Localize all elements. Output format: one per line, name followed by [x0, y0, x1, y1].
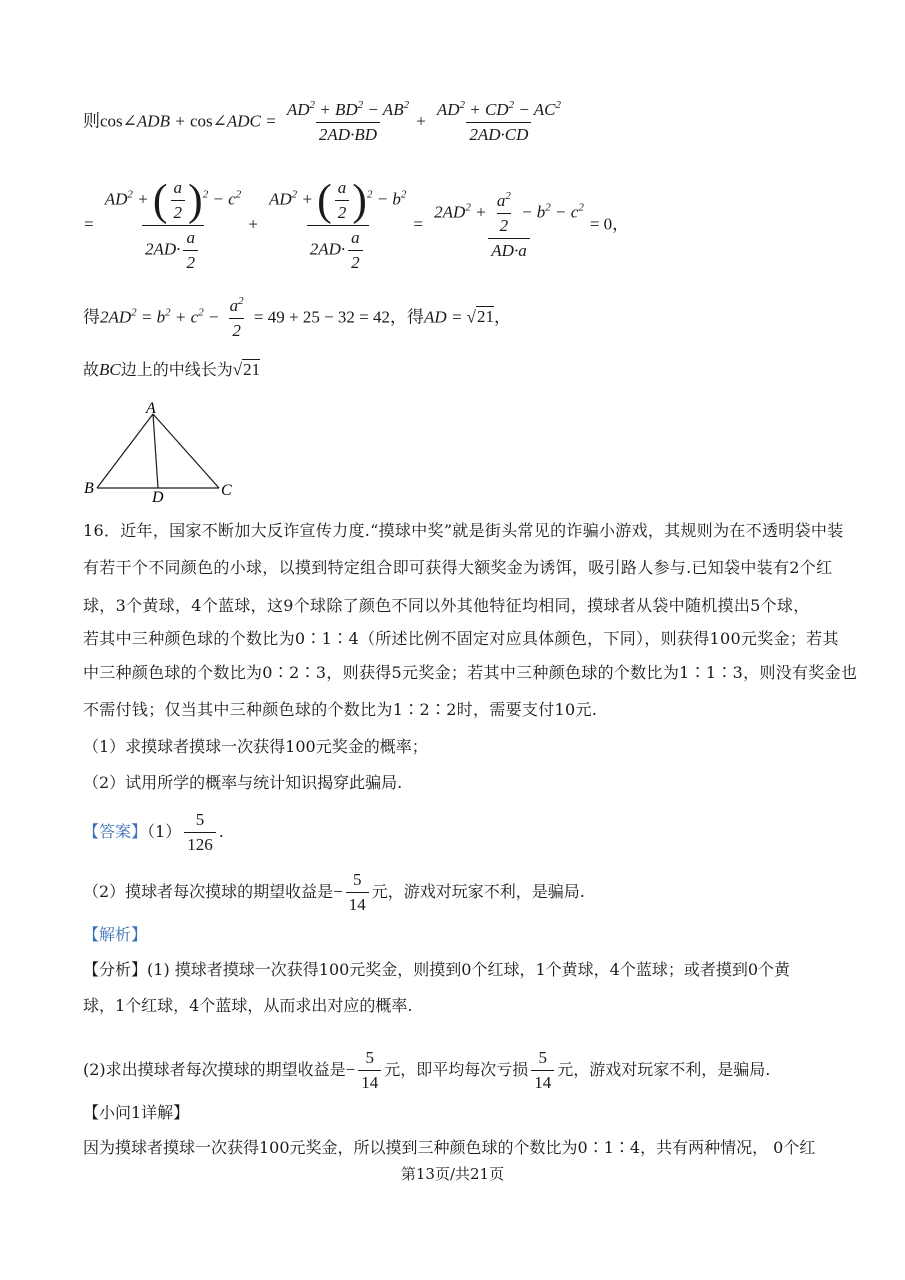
fraction-den: 126 [184, 832, 216, 855]
page-footer: 第13页/共21页 [400, 1165, 505, 1183]
problem-line: 中三种颜色球的个数比为0∶2∶3，则获得5元奖金；若其中三种颜色球的个数比为1∶1∶3，则没有奖金也 [83, 663, 858, 682]
label-c: C [221, 482, 232, 499]
median-ad [153, 414, 158, 488]
problem-line: 有若干个不同颜色的小球，以摸到特定组合即可获得大额奖金为诱饵，吸引路人参与.已知袋中装有2个红 [83, 558, 833, 577]
label-a: A [146, 400, 156, 417]
formula-de-text-2: ，得 [390, 307, 425, 327]
sqrt-symbol: √21 [466, 307, 495, 327]
sqrt-radicand: 21 [243, 360, 261, 379]
answer-part1-end: . [218, 822, 224, 841]
formula-lead-text: 则 [83, 111, 100, 131]
label-d: D [152, 489, 164, 506]
analysis-p2-mid: 元，即平均每次亏损 [384, 1060, 529, 1079]
fraction-den: 14 [531, 1070, 554, 1093]
answer-part2-prefix: （2）摸球者每次摸球的期望收益是 [83, 882, 334, 901]
problem-line: 16．近年，国家不断加大反诈宣传力度.“摸球中奖”就是街头常见的诈骗小游戏，其规则为在不透明袋中装 [83, 521, 844, 540]
fenxi-text: (1) 摸球者摸球一次获得100元奖金，则摸到0个红球，1个黄球，4个蓝球；或者摸到0个黄 [147, 960, 791, 979]
problem-line: 不需付钱；仅当其中三种颜色球的个数比为1∶2∶2时，需要支付10元. [83, 700, 598, 719]
formula-end-comma: ， [494, 307, 512, 327]
sqrt-radicand: 21 [477, 307, 495, 327]
fraction: $2AD^2$ + $\frac{a^2}{2}$ − $b^2 - c^2$ AD·a [434, 189, 584, 260]
problem-line: 球，3个黄球，4个蓝球，这9个球除了颜色不同以外其他特征均相同，摸球者从袋中随机摸出5个球， [83, 596, 810, 615]
fraction [346, 870, 369, 915]
sqrt-symbol: √21 [232, 360, 261, 379]
formula-line-3: 得$2AD^2 = b^2 + c^2$ − $\frac{a^2}{2}$ = 49 + 25 − 32 = 42，得AD = √21， [83, 295, 512, 340]
analysis-p2-line [83, 1048, 770, 1093]
formula-line-2: = $AD^2$ + ( $\frac{a}{2}$ )$^2 - c^2$ 2AD· $\frac{a}{2}$ + $AD^2$ + ( $\frac{a}{2}$ )$^2 - b^2$ 2AD· $\frac{a}{2}$ = $2AD^2$ + $\frac{a^2}{2}$ − $b^2 - c^2$ AD·a = 0， [83, 175, 630, 272]
analysis-tag: 【解析】 [83, 925, 148, 944]
answer-part1-prefix: （1） [147, 822, 182, 841]
answer-line-1 [83, 810, 224, 855]
problem-line: 若其中三种颜色球的个数比为0∶1∶4（所述比例不固定对应具体颜色，下同），则获得100元奖金；若其 [83, 629, 839, 648]
triangle-diagram [76, 398, 246, 508]
label-b: B [84, 480, 94, 497]
sub1-tag: 【小问1详解】 [83, 1103, 190, 1122]
fraction-num: 5 [365, 1048, 375, 1067]
sub1-line: 因为摸球者摸球一次获得100元奖金，所以摸到三种颜色球的个数比为0∶1∶4，共有两种情况， 0个红 [83, 1138, 816, 1157]
fraction-num: 5 [353, 870, 362, 889]
fraction: $AD^2$ + ( $\frac{a}{2}$ )$^2 - b^2$ 2AD· $\frac{a}{2}$ [268, 175, 407, 272]
analysis-p2-suffix: 元，游戏对玩家不利，是骗局. [557, 1060, 771, 1079]
fraction: $AD^2$ + ( $\frac{a}{2}$ )$^2 - c^2$ 2AD· $\frac{a}{2}$ [104, 175, 242, 272]
fenxi-line-2: 球，1个红球，4个蓝球，从而求出对应的概率. [83, 996, 413, 1015]
fraction: $\frac{AD^2 + BD^2 - AB^2}{2AD\cdot BD}$ [286, 99, 410, 144]
fraction [184, 810, 216, 855]
fenxi-tag: 【分析】 [83, 960, 148, 979]
question-2: （2）试用所学的概率与统计知识揭穿此骗局. [83, 773, 403, 792]
formula-result: = 0， [589, 214, 630, 234]
minus-sign: − [333, 882, 343, 901]
fraction: $\frac{AD^2 + CD^2 - AC^2}{2AD\cdot CD}$ [436, 99, 561, 144]
fraction-num: 5 [538, 1048, 548, 1067]
minus-sign: − [345, 1060, 356, 1079]
conclusion-lead: 故 [83, 360, 100, 379]
fraction-den: 14 [358, 1070, 381, 1093]
fraction-den: 14 [346, 892, 369, 915]
side-ac [153, 414, 219, 488]
answer-part2-suffix: 元，游戏对玩家不利，是骗局. [371, 882, 585, 901]
fraction: $\frac{a^2}{2}$ [229, 295, 244, 340]
answer-tag: 【答案】 [83, 822, 148, 841]
formula-line-1: 则cos∠ADB + cos∠ADC = $\frac{AD^2 + BD^2 - AB^2}{2AD\cdot BD}$ + $\frac{AD^2 + CD^2 - AC^2}{2AD\cdot CD}$ [83, 100, 567, 145]
conclusion-tail: 边上的中线长为 [120, 360, 233, 379]
conclusion-line: 故BC边上的中线长为√21 [83, 360, 261, 379]
answer-line-2 [83, 870, 585, 915]
formula-de-text: 得 [83, 307, 100, 327]
fenxi-line-1 [83, 960, 790, 980]
fraction-num: 5 [195, 810, 205, 829]
question-1: （1）求摸球者摸球一次获得100元奖金的概率； [83, 737, 428, 756]
fraction [531, 1048, 554, 1093]
analysis-p2-prefix: (2)求出摸球者每次摸球的期望收益是 [83, 1060, 346, 1079]
fraction [358, 1048, 381, 1093]
side-ab [97, 414, 153, 488]
